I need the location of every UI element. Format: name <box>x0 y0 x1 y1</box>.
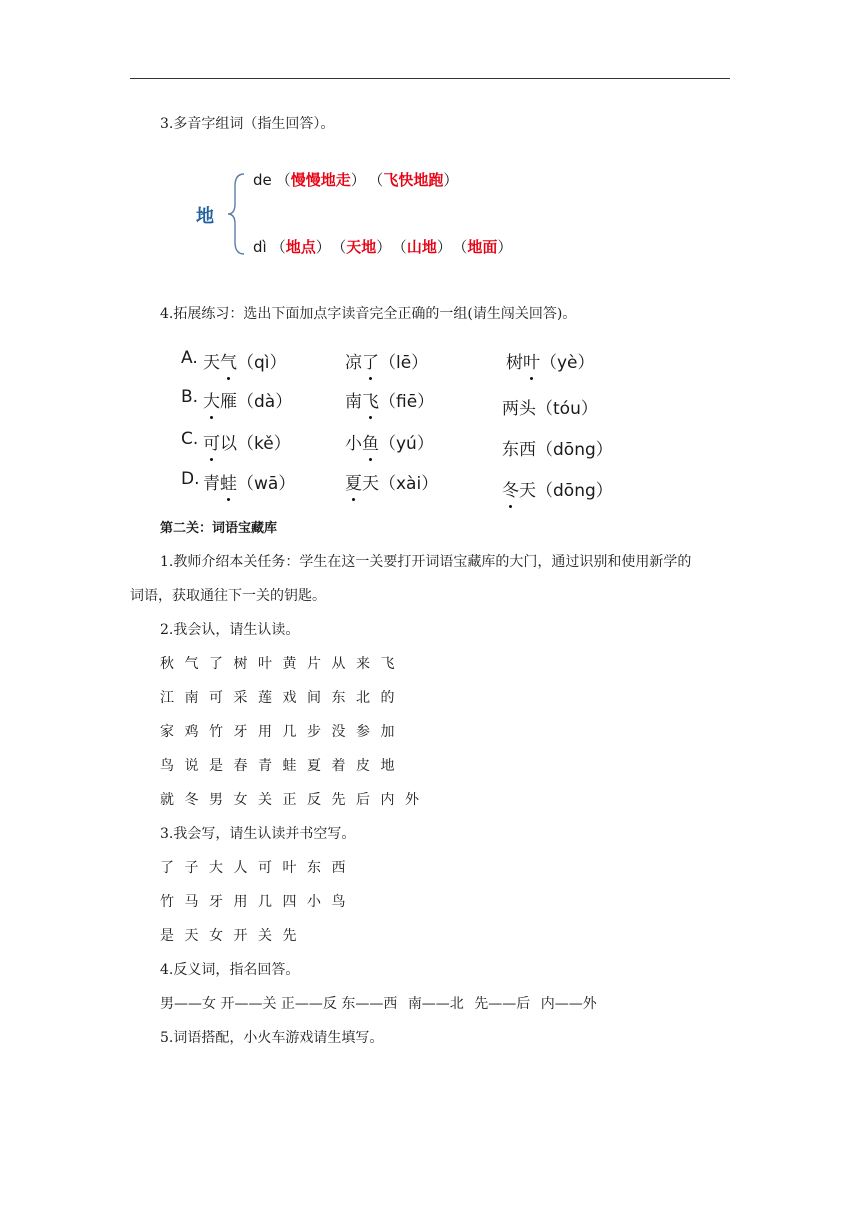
write-title: 3.我会写，请生认读并书空写。 <box>160 826 356 842</box>
match-title: 5.词语搭配，小火车游戏请生填写。 <box>160 1030 384 1046</box>
antonym-pair: 南——北 <box>407 996 464 1012</box>
di-pinyin: dì <box>253 238 267 256</box>
option-item: 夏天（xài） <box>345 469 438 494</box>
option-item: 树叶（yè） <box>506 348 595 373</box>
de-pinyin: de <box>253 171 272 189</box>
di-word-4: 地面 <box>467 238 498 256</box>
write-row: 是 天 女 开 关 先 <box>160 928 297 944</box>
di-word-3: 山地 <box>406 238 437 256</box>
task-line-2: 词语，获取通往下一关的钥匙。 <box>130 588 326 604</box>
di-word-1: 地点 <box>285 238 316 256</box>
de-word-1: 慢慢地走 <box>290 171 351 189</box>
recognize-row: 家 鸡 竹 牙 用 几 步 没 参 加 <box>160 724 395 740</box>
section-3-title: 3.多音字组词（指生回答）。 <box>160 116 335 132</box>
write-row: 竹 马 牙 用 几 四 小 鸟 <box>160 894 346 910</box>
header-rule <box>130 78 730 79</box>
di-word-2: 天地 <box>346 238 377 256</box>
option-label: D. <box>181 469 200 489</box>
option-item: 东西（dōng） <box>502 440 613 460</box>
option-label: C. <box>181 429 199 449</box>
antonym-pair: 东——西 <box>341 996 398 1012</box>
de-word-2: 飞快地跑 <box>383 171 444 189</box>
option-item: 凉了（lē） <box>345 348 428 373</box>
antonym-pair: 男——女 <box>160 996 216 1012</box>
option-item: 大雁（dà） <box>203 387 292 412</box>
option-item: 南飞（fiē） <box>345 387 434 412</box>
recognize-row: 秋 气 了 树 叶 黄 片 从 来 飞 <box>160 656 395 672</box>
section-2-heading: 第二关：词语宝藏库 <box>160 521 278 536</box>
antonym-pair: 开——关 <box>220 996 277 1012</box>
curly-brace-icon <box>226 172 248 256</box>
option-item: 天气（qì） <box>203 348 287 373</box>
write-row: 了 子 大 人 可 叶 东 西 <box>160 860 346 876</box>
de-row: de （慢慢地走） （飞快地跑） <box>253 171 459 189</box>
option-item: 小鱼（yú） <box>345 429 434 454</box>
polyphone-char: 地 <box>196 206 214 227</box>
option-item: 可以（kě） <box>203 429 291 454</box>
antonym-row <box>160 993 597 1013</box>
recognize-row: 江 南 可 采 莲 戏 间 东 北 的 <box>160 690 395 706</box>
antonym-pair: 内——外 <box>540 996 597 1012</box>
antonym-pair: 正——反 <box>280 996 337 1012</box>
option-item: 两头（tóu） <box>502 399 598 419</box>
antonym-pair: 先——后 <box>474 996 531 1012</box>
option-label: B. <box>181 387 199 407</box>
task-line-1: 1.教师介绍本关任务：学生在这一关要打开词语宝藏库的大门，通过识别和使用新学的 <box>160 554 692 570</box>
recognize-title: 2.我会认，请生认读。 <box>160 622 300 638</box>
recognize-row: 就 冬 男 女 关 正 反 先 后 内 外 <box>160 792 419 808</box>
recognize-row: 鸟 说 是 春 青 蛙 夏 着 皮 地 <box>160 758 395 774</box>
option-item: 青蛙（wā） <box>203 469 295 494</box>
section-4-title: 4.拓展练习：选出下面加点字读音完全正确的一组(请生闯关回答)。 <box>160 306 577 322</box>
option-label: A. <box>181 348 198 368</box>
antonym-title: 4.反义词，指名回答。 <box>160 962 300 978</box>
di-row: dì （地点） （天地） （山地） （地面） <box>253 238 513 256</box>
option-item: 冬天（dōng） <box>502 476 613 501</box>
